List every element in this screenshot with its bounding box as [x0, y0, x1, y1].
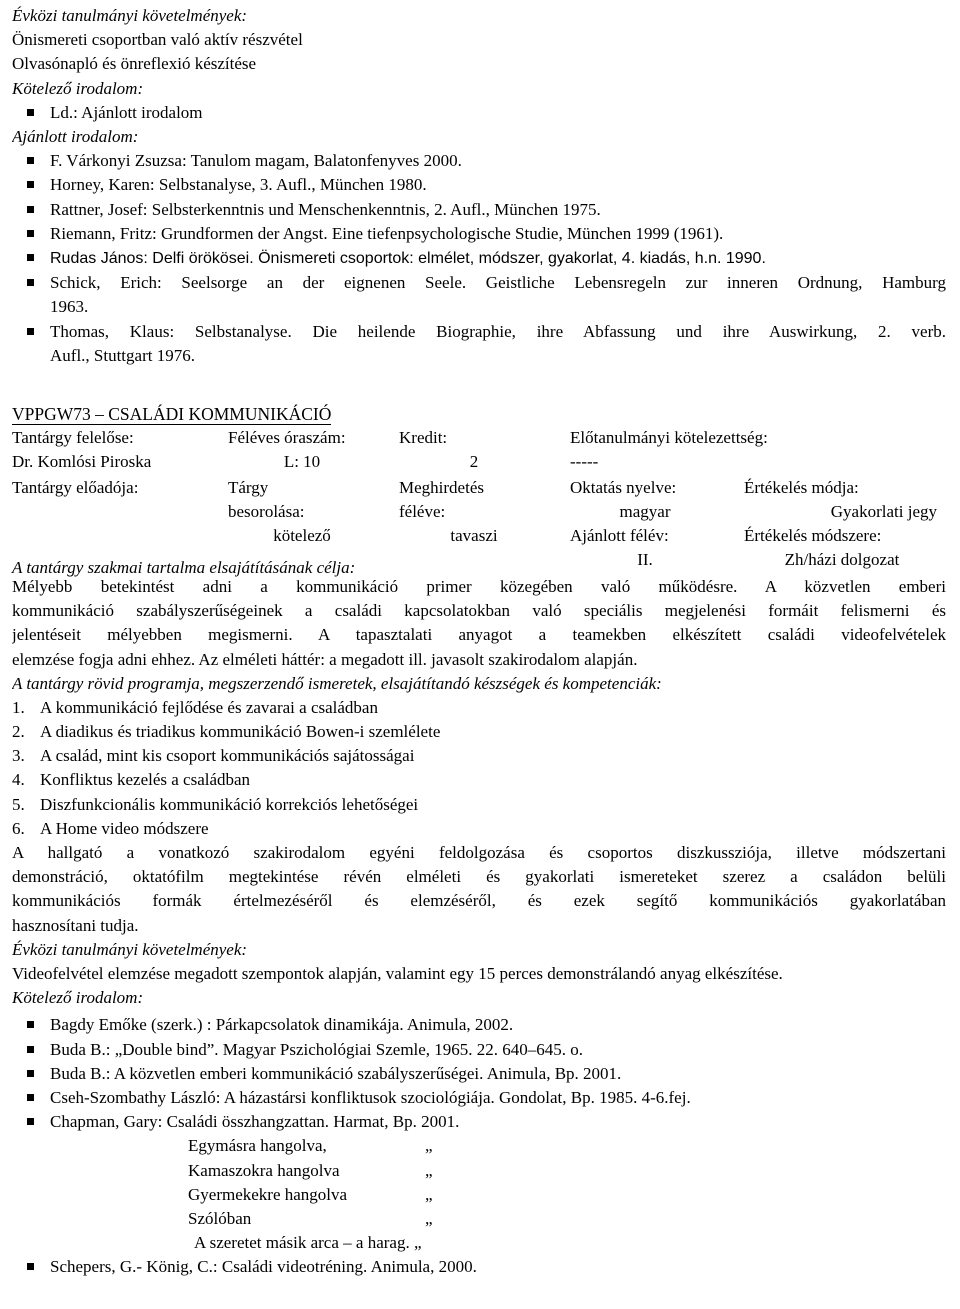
cel-heading: A tantárgy szakmai tartalma elsajátításának célja:: [12, 557, 356, 577]
bullet-icon: [27, 230, 34, 237]
bullet-icon: [27, 157, 34, 164]
evkozi-line: Önismereti csoportban való aktív részvétel: [12, 30, 303, 50]
kotelezo-list: [12, 101, 946, 125]
bullet-icon: [27, 1046, 34, 1053]
ertekeles-mod-value: Gyakorlati jegy: [830, 501, 937, 521]
ertekeles-modszer-label: Értékelés módszere:: [744, 525, 882, 545]
evkozi-text: Videofelvétel elemzése megadott szempontok alapján, valamint egy 15 perces demonstrálandó anyag elkészítése.: [12, 963, 783, 983]
eloadoja-label: Tantárgy előadója:: [12, 477, 139, 497]
elotanulmanyi-value: -----: [570, 451, 599, 471]
cel-paragraph: [12, 575, 946, 672]
bullet-icon: [27, 328, 34, 335]
felelos-label: Tantárgy felelőse:: [12, 427, 134, 447]
program-heading: A tantárgy rövid programja, megszerzendő ismeretek, elsajátítandó készségek és kompetenciák:: [12, 673, 662, 693]
felev-label: Ajánlott félév:: [570, 525, 669, 545]
felelos-value: Dr. Komlósi Piroska: [12, 451, 152, 471]
oraszam-value: L: 10: [283, 451, 321, 471]
paragraph-line: hasznosítani tudja.: [12, 915, 139, 935]
document-page: [12, 4, 946, 1280]
chapman-sublist: [12, 1134, 946, 1255]
list-item: Buda B.: A közvetlen emberi kommunikáció szabályszerűségei. Animula, Bp. 2001.: [12, 1062, 946, 1086]
ajanlott-list: [12, 149, 946, 368]
kotelezo-list-2: [12, 1013, 946, 1134]
kotelezo-heading: Kötelező irodalom:: [12, 78, 144, 98]
list-item: Rattner, Josef: Selbsterkenntnis und Menschenkenntnis, 2. Aufl., München 1975.: [12, 198, 946, 222]
bullet-icon: [27, 181, 34, 188]
list-item: A szeretet másik arca – a harag. „: [194, 1233, 422, 1253]
list-item: Horney, Karen: Selbstanalyse, 3. Aufl., München 1980.: [12, 173, 946, 197]
paragraph-line: A hallgató a vonatkozó szakirodalom egyéni feldolgozása és csoportos diszkussziója, illetve módszertani: [12, 843, 946, 863]
list-item: Bagdy Emőke (szerk.) : Párkapcsolatok dinamikája. Animula, 2002.: [12, 1013, 946, 1037]
kredit-label: Kredit:: [399, 427, 448, 447]
course-info-grid: [12, 426, 946, 577]
list-item: 6. A Home video módszere: [12, 818, 209, 838]
paragraph-line: kommunikáció szabályszerűségeinek a családi kapcsolatokban való speciális megjelenési formáit felismerni és: [12, 601, 946, 621]
besorolas-value: kötelező: [273, 525, 331, 545]
list-item: Thomas, Klaus: Selbstanalyse. Die heilende Biographie, ihre Abfassung und ihre Auswirkung, 2. verb. Aufl., Stuttgart 1976.: [12, 320, 946, 368]
bullet-icon: [27, 1263, 34, 1270]
evkozi-heading: Évközi tanulmányi követelmények:: [12, 6, 248, 25]
list-item: Schepers, G.- König, C.: Családi videotréning. Animula, 2000.: [12, 1255, 946, 1279]
list-item: Rudas János: Delfi örökösei. Önismereti csoportok: elmélet, módszer, gyakorlat, 4. kiadás, h.n. 1990.: [12, 246, 946, 271]
list-item: Chapman, Gary: Családi összhangzattan. Harmat, Bp. 2001.: [12, 1110, 946, 1134]
felev-value: II.: [637, 549, 653, 569]
list-item: F. Várkonyi Zsuzsa: Tanulom magam, Balatonfenyves 2000.: [12, 149, 946, 173]
nyelv-label: Oktatás nyelve:: [570, 477, 677, 497]
bullet-icon: [27, 279, 34, 286]
ertekeles-mod-label: Értékelés módja:: [744, 477, 859, 497]
besorolas-label: besorolása:: [228, 501, 305, 521]
bullet-icon: [27, 1070, 34, 1077]
list-item: Buda B.: „Double bind”. Magyar Pszichológiai Szemle, 1965. 22. 640–645. o.: [12, 1038, 946, 1062]
bullet-icon: [27, 1021, 34, 1028]
course-title: VPPGW73 – CSALÁDI KOMMUNIKÁCIÓ: [12, 403, 332, 424]
kotelezo-list-2-last: [12, 1255, 946, 1279]
list-item: Riemann, Fritz: Grundformen der Angst. Eine tiefenpsychologische Studie, München 1999 (1961).: [12, 222, 946, 246]
ertekeles-modszer-value: Zh/házi dolgozat: [784, 549, 900, 569]
ajanlott-heading: Ajánlott irodalom:: [12, 126, 139, 146]
bullet-icon: [27, 1094, 34, 1101]
list-item: Szólóban „: [188, 1208, 433, 1228]
oraszam-label: Féléves óraszám:: [228, 427, 346, 447]
list-item: 4. Konfliktus kezelés a családban: [12, 770, 251, 790]
meghirdetes-label: Meghirdetés: [399, 477, 484, 497]
program-paragraph: [12, 841, 946, 938]
bullet-icon: [27, 254, 34, 261]
kredit-value: 2: [469, 451, 479, 471]
paragraph-line: demonstráció, oktatófilm megtekintése révén elméleti és gyakorlati ismereteket szerez a családon belüli: [12, 867, 946, 887]
paragraph-line: elemzése fogja adni ehhez. Az elméleti háttér: a megadott ill. javasolt szakirodalom alapján.: [12, 649, 638, 669]
evkozi-line: Olvasónapló és önreflexió készítése: [12, 54, 257, 74]
list-item: 3. A család, mint kis csoport kommunikációs sajátosságai: [12, 746, 415, 766]
elotanulmanyi-label: Előtanulmányi kötelezettség:: [570, 427, 768, 447]
list-item: Egymásra hangolva, „: [188, 1136, 433, 1156]
list-item: Gyermekekre hangolva „: [188, 1184, 433, 1204]
meghirdetes-value: tavaszi: [450, 525, 498, 545]
kotelezo-heading-2: Kötelező irodalom:: [12, 988, 144, 1008]
bullet-icon: [27, 1118, 34, 1125]
list-item: 1. A kommunikáció fejlődése és zavarai a családban: [12, 697, 378, 717]
list-item: Cseh-Szombathy László: A házastársi konfliktusok szociológiája. Gondolat, Bp. 1985. 4-6.fej.: [12, 1086, 946, 1110]
program-list: [12, 696, 946, 841]
paragraph-line: jelentéseit mélyebben megismerni. A tapasztalati anyagot a teamekben elkészített családi videofelvételek: [12, 625, 946, 645]
nyelv-value: magyar: [619, 501, 671, 521]
bullet-icon: [27, 206, 34, 213]
meghirdetes-label: féléve:: [399, 501, 446, 521]
evkozi-heading-2: Évközi tanulmányi követelmények:: [12, 939, 248, 959]
list-item: Schick, Erich: Seelsorge an der eignenen Seele. Geistliche Lebensregeln zur inneren Ordnung, Hamburg 1963.: [12, 271, 946, 319]
list-item: Ld.: Ajánlott irodalom: [12, 101, 946, 125]
list-item: Kamaszokra hangolva „: [188, 1160, 433, 1180]
besorolas-label: Tárgy: [228, 477, 269, 497]
paragraph-line: kommunikációs formák értelmezéséről és elemzéséről, és ezek segítő kommunikációs gyakorlatában: [12, 891, 946, 911]
paragraph-line: Mélyebb betekintést adni a kommunikáció primer közegében való működésre. A közvetlen emberi: [12, 576, 946, 596]
bullet-icon: [27, 109, 34, 116]
list-item: 5. Diszfunkcionális kommunikáció korrekciós lehetőségei: [12, 794, 419, 814]
list-item: 2. A diadikus és triadikus kommunikáció Bowen-i szemlélete: [12, 722, 441, 742]
